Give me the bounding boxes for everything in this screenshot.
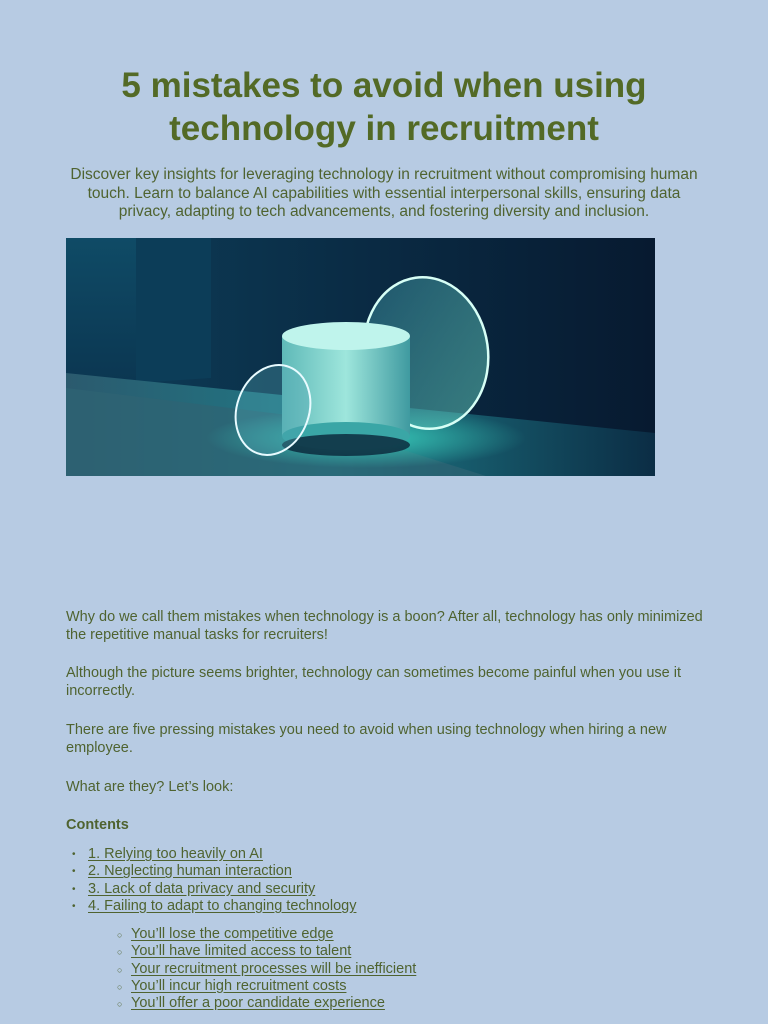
toc-subitem — [110, 926, 416, 943]
circle-bullet-icon: ○ — [117, 999, 123, 1010]
paragraph-1: Why do we call them mistakes when technology is a boon? After all, technology has only minimized the repetitive manual tasks for recruiters! — [66, 609, 703, 643]
toc-link-human-interaction[interactable]: 2. Neglecting human interaction — [88, 863, 292, 880]
bullet-icon: • — [72, 900, 76, 912]
bullet-icon: • — [72, 866, 76, 878]
toc-item — [66, 863, 356, 880]
contents-sublist — [110, 926, 416, 1012]
circle-bullet-icon: ○ — [117, 964, 123, 975]
paragraph-3: There are five pressing mistakes you need to avoid when using technology when hiring a new employee. — [66, 722, 667, 756]
toc-link-changing-technology[interactable]: 4. Failing to adapt to changing technology — [88, 897, 357, 914]
toc-item — [66, 846, 356, 863]
toc-subitem — [110, 978, 416, 995]
paragraph-2: Although the picture seems brighter, technology can sometimes become painful when you use it incorrectly. — [66, 665, 681, 699]
article-intro: Discover key insights for leveraging technology in recruitment without compromising human touch. Learn to balance AI capabilities with essential interpersonal skills, ensuring data privacy, adapting to tech advancements, and fostering diversity and inclusion. — [70, 166, 698, 220]
toc-link-limited-talent[interactable]: You’ll have limited access to talent — [131, 943, 352, 960]
toc-link-high-costs[interactable]: You’ll incur high recruitment costs — [131, 977, 347, 994]
toc-link-relying-on-ai[interactable]: 1. Relying too heavily on AI — [88, 846, 263, 862]
contents-list — [66, 846, 356, 915]
contents-heading: Contents — [66, 817, 129, 833]
bullet-icon: • — [72, 883, 76, 895]
circle-bullet-icon: ○ — [117, 947, 123, 958]
toc-link-inefficient-processes[interactable]: Your recruitment processes will be inefficient — [131, 960, 417, 977]
hero-image — [66, 238, 655, 476]
page-title: 5 mistakes to avoid when using technology in recruitment — [121, 66, 647, 148]
toc-subitem — [110, 943, 416, 960]
toc-link-competitive-edge[interactable]: You’ll lose the competitive edge — [131, 926, 334, 942]
circle-bullet-icon: ○ — [117, 930, 123, 940]
toc-item — [66, 898, 356, 915]
bullet-icon: • — [72, 849, 76, 860]
toc-subitem — [110, 995, 416, 1012]
toc-link-data-privacy[interactable]: 3. Lack of data privacy and security — [88, 880, 316, 897]
toc-subitem — [110, 961, 416, 978]
paragraph-4: What are they? Let’s look: — [66, 779, 234, 795]
toc-item — [66, 881, 356, 898]
circle-bullet-icon: ○ — [117, 981, 123, 992]
toc-link-candidate-experience[interactable]: You’ll offer a poor candidate experience — [131, 995, 385, 1012]
